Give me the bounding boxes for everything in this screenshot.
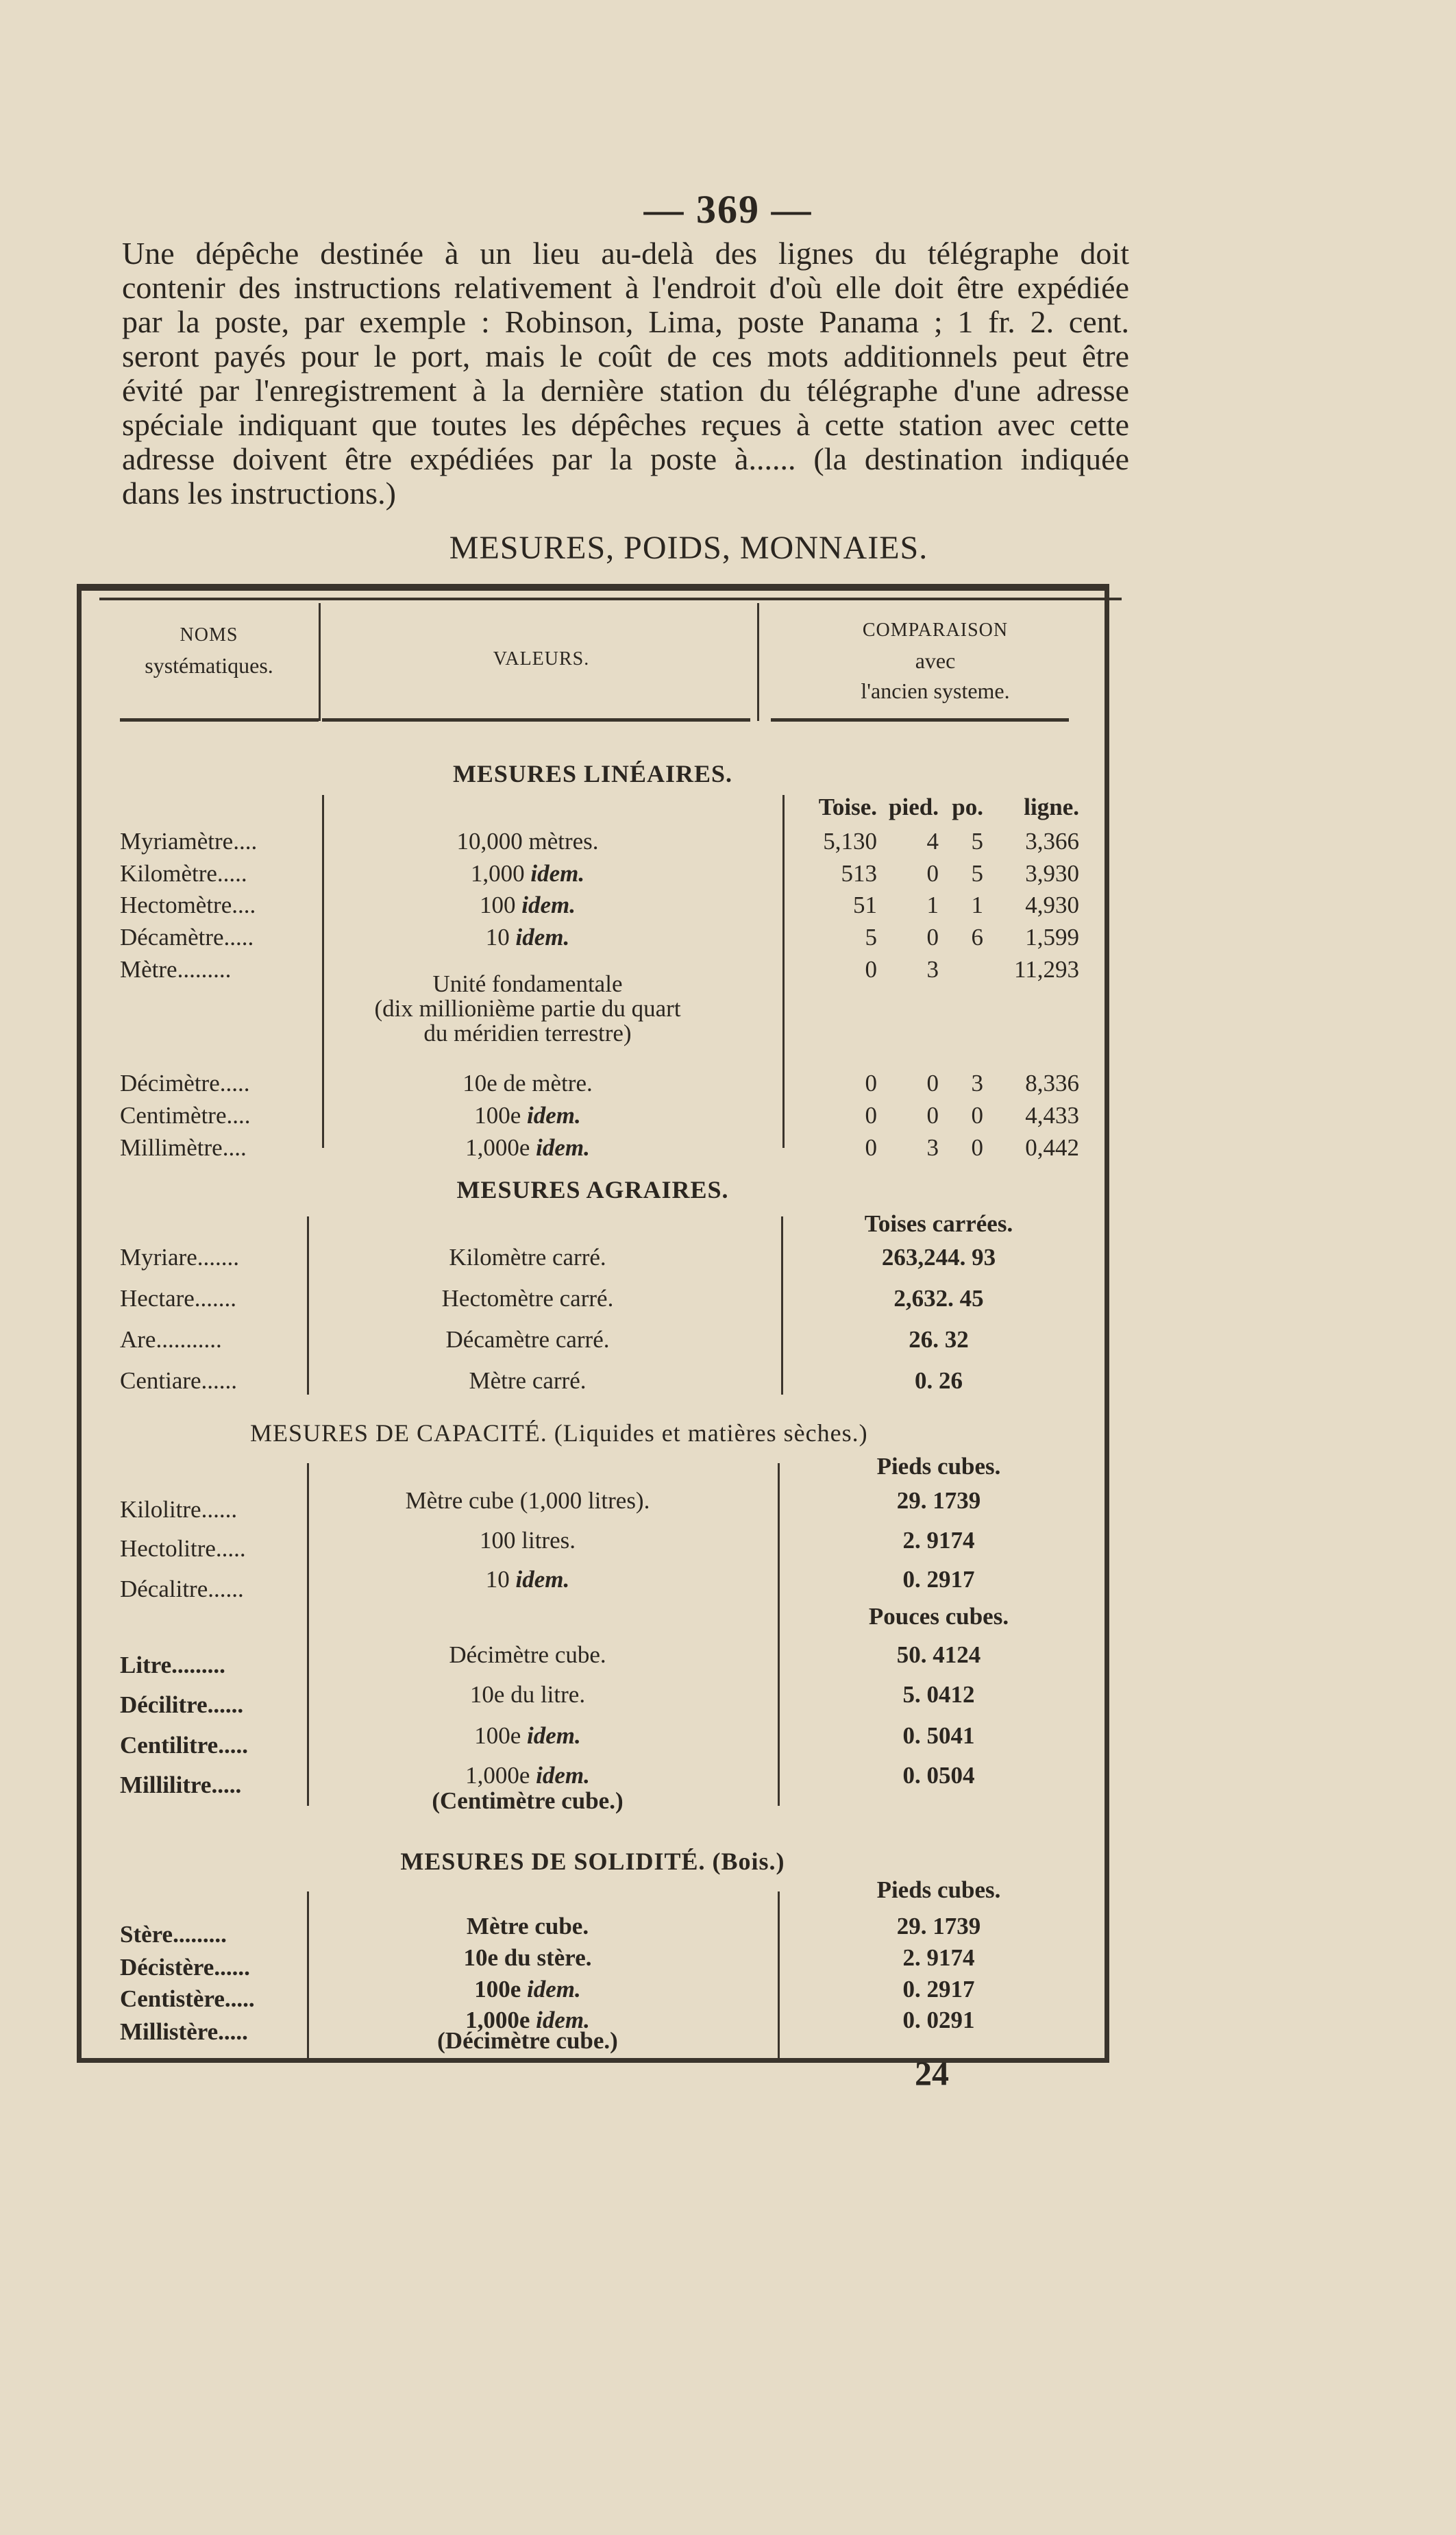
paragraph-line: par la poste, par exemple : Robinson, Lima, poste Panama ; 1 fr. 2. cent.	[122, 305, 1129, 339]
row-value: 10e du litre.	[469, 1681, 586, 1708]
row-comparison: 0. 0504	[902, 1762, 975, 1789]
row-name: Hectolitre.....	[120, 1535, 246, 1562]
signature-mark: 24	[915, 2054, 949, 2092]
row-comparison: 29. 1739	[896, 1487, 981, 1514]
row-comparison: 2,632. 45	[893, 1285, 984, 1312]
row-comparison: 0	[865, 1134, 877, 1161]
row-comparison: 0. 2917	[902, 1566, 975, 1593]
row-comparison: 5,130	[823, 828, 877, 855]
row-name: Hectare.......	[120, 1285, 237, 1312]
row-comparison: 0. 2917	[902, 1976, 975, 2003]
row-comparison: 4,930	[1025, 892, 1079, 918]
row-value: 100 litres.	[480, 1527, 576, 1554]
header-divider	[757, 603, 759, 721]
header-underline	[771, 718, 1069, 722]
row-comparison: 8,336	[1025, 1070, 1079, 1097]
row-comparison: 5	[971, 828, 983, 855]
row-comparison: 0	[926, 924, 939, 951]
row-comparison: 3,366	[1025, 828, 1079, 855]
row-name: Décalitre......	[120, 1576, 244, 1602]
row-value: 1,000e idem.	[465, 2007, 590, 2033]
row-comparison: 0	[865, 1070, 877, 1097]
row-comparison: 4	[926, 828, 939, 855]
paragraph-line: dans les instructions.)	[122, 476, 396, 511]
subsection-title: MESURES AGRAIRES.	[456, 1176, 729, 1203]
row-value: 10,000 mètres.	[456, 828, 599, 855]
row-name: Kilomètre.....	[120, 860, 247, 887]
row-value: Mètre cube (1,000 litres).	[405, 1487, 650, 1514]
row-comparison: 5	[865, 924, 877, 951]
column-divider	[782, 795, 785, 1148]
row-value: 100e idem.	[474, 1976, 581, 2003]
row-comparison: 0	[926, 860, 939, 887]
row-comparison: 0	[971, 1102, 983, 1129]
header-underline	[120, 718, 319, 722]
paragraph-line: contenir des instructions relativement à l'endroit d'où elle doit être expédiée	[122, 271, 1129, 305]
row-comparison: 3	[971, 1070, 983, 1097]
row-value: 1,000e idem.	[465, 1762, 590, 1789]
header-underline	[322, 718, 750, 722]
row-value: 10e du stère.	[463, 1944, 592, 1971]
row-name: Centiare......	[120, 1367, 238, 1394]
row-value: 10 idem.	[485, 924, 570, 951]
header-comparison: COMPARAISON avec l'ancien systeme.	[861, 620, 1010, 703]
row-comparison: 2. 9174	[902, 1944, 975, 1971]
row-value: 1,000e idem.	[465, 1134, 590, 1161]
row-comparison: 0. 26	[915, 1367, 963, 1394]
row-name: Décistère......	[120, 1954, 250, 1981]
row-comparison: 5	[971, 860, 983, 887]
row-comparison: 263,244. 93	[881, 1244, 996, 1271]
paragraph-line: évité par l'enregistrement à la dernière station du télégraphe d'une adresse	[122, 373, 1129, 408]
row-comparison: 0	[971, 1134, 983, 1161]
row-comparison: 26. 32	[909, 1326, 969, 1353]
row-comparison: 0,442	[1025, 1134, 1079, 1161]
column-divider	[778, 1891, 780, 2063]
row-name: Centilitre.....	[120, 1732, 248, 1759]
row-value: 10 idem.	[485, 1566, 570, 1593]
unit-label: Pouces cubes.	[868, 1603, 1009, 1630]
header-divider	[319, 603, 321, 721]
row-comparison: 0	[926, 1102, 939, 1129]
row-value: 1,000 idem.	[470, 860, 585, 887]
row-value: 100e idem.	[474, 1102, 581, 1129]
millistere-note: (Décimètre cube.)	[437, 2027, 618, 2054]
row-name: Centimètre....	[120, 1102, 251, 1129]
row-value: Mètre carré.	[469, 1367, 587, 1394]
row-name: Décimètre.....	[120, 1070, 250, 1097]
row-comparison: 513	[841, 860, 877, 887]
row-value: 100 idem.	[480, 892, 576, 918]
page-number: — 369 —	[643, 187, 813, 232]
header-values: VALEURS.	[493, 648, 590, 670]
row-comparison: 0. 0291	[902, 2007, 975, 2033]
row-comparison: 1,599	[1025, 924, 1079, 951]
row-comparison: 51	[853, 892, 877, 918]
subsection-title: MESURES LINÉAIRES.	[452, 760, 733, 787]
row-comparison: 29. 1739	[896, 1913, 981, 1939]
row-comparison: 1	[971, 892, 983, 918]
row-comparison: 0	[865, 1102, 877, 1129]
header-names: NOMS systématiques.	[145, 624, 273, 678]
row-comparison: 11,293	[1014, 956, 1079, 983]
row-comparison: 3,930	[1025, 860, 1079, 887]
row-name: Millilitre.....	[120, 1772, 242, 1798]
table-top-rule	[99, 598, 1122, 600]
millilitre-note: (Centimètre cube.)	[432, 1787, 624, 1814]
row-name: Mètre.........	[120, 956, 232, 983]
row-value: Décamètre carré.	[445, 1326, 610, 1353]
unit-label: Toises carrées.	[864, 1210, 1013, 1237]
row-comparison: 4,433	[1025, 1102, 1079, 1129]
subsection-title: MESURES DE CAPACITÉ. (Liquides et matières sèches.)	[250, 1419, 868, 1447]
row-name: Centistère.....	[120, 1985, 255, 2012]
row-name: Millistère.....	[120, 2018, 248, 2045]
row-value: Hectomètre carré.	[441, 1285, 614, 1312]
units-header: Toise. pied. po. ligne.	[818, 794, 1079, 820]
subsection-title: MESURES DE SOLIDITÉ. (Bois.)	[400, 1848, 785, 1875]
row-name: Décamètre.....	[120, 924, 254, 951]
column-divider	[781, 1216, 783, 1395]
row-comparison: 3	[926, 1134, 939, 1161]
row-value: Décimètre cube.	[449, 1641, 606, 1668]
paragraph-line: adresse doivent être expédiées par la poste à...... (la destination indiquée	[122, 442, 1129, 476]
row-comparison: 0	[865, 956, 877, 983]
row-value: 10e de mètre.	[462, 1070, 593, 1097]
row-name: Are...........	[120, 1326, 222, 1353]
row-name: Kilolitre......	[120, 1496, 238, 1523]
row-comparison: 3	[926, 956, 939, 983]
unit-label: Pieds cubes.	[876, 1453, 1001, 1480]
paragraph-line: seront payés pour le port, mais le coût de ces mots additionnels peut être	[122, 339, 1129, 373]
row-value: 100e idem.	[474, 1722, 581, 1749]
row-value: Kilomètre carré.	[449, 1244, 606, 1271]
intro-paragraph	[122, 236, 1129, 511]
row-name: Stère.........	[120, 1921, 227, 1948]
row-comparison: 1	[926, 892, 939, 918]
row-name: Millimètre....	[120, 1134, 247, 1161]
row-value: Mètre cube.	[466, 1913, 589, 1939]
row-comparison: 2. 9174	[902, 1527, 975, 1554]
paragraph-line: Une dépêche destinée à un lieu au-delà des lignes du télégraphe doit	[122, 236, 1129, 271]
row-comparison: 5. 0412	[902, 1681, 975, 1708]
paragraph-line: spéciale indiquant que toutes les dépêches reçues à cette station avec cette	[122, 408, 1129, 442]
row-name: Décilitre......	[120, 1691, 244, 1718]
metre-note: Unité fondamentale (dix millionième partie du quart du méridien terrestre)	[374, 970, 681, 1046]
row-comparison: 0	[926, 1070, 939, 1097]
section-title: MESURES, POIDS, MONNAIES.	[449, 530, 928, 566]
row-name: Litre.........	[120, 1652, 225, 1678]
unit-label: Pieds cubes.	[876, 1876, 1001, 1903]
row-name: Myriamètre....	[120, 828, 258, 855]
row-name: Myriare.......	[120, 1244, 239, 1271]
row-comparison: 6	[971, 924, 983, 951]
row-name: Hectomètre....	[120, 892, 256, 918]
row-comparison	[942, 954, 983, 985]
row-comparison: 50. 4124	[896, 1641, 981, 1668]
row-comparison: 0. 5041	[902, 1722, 975, 1749]
column-divider	[778, 1463, 780, 1806]
